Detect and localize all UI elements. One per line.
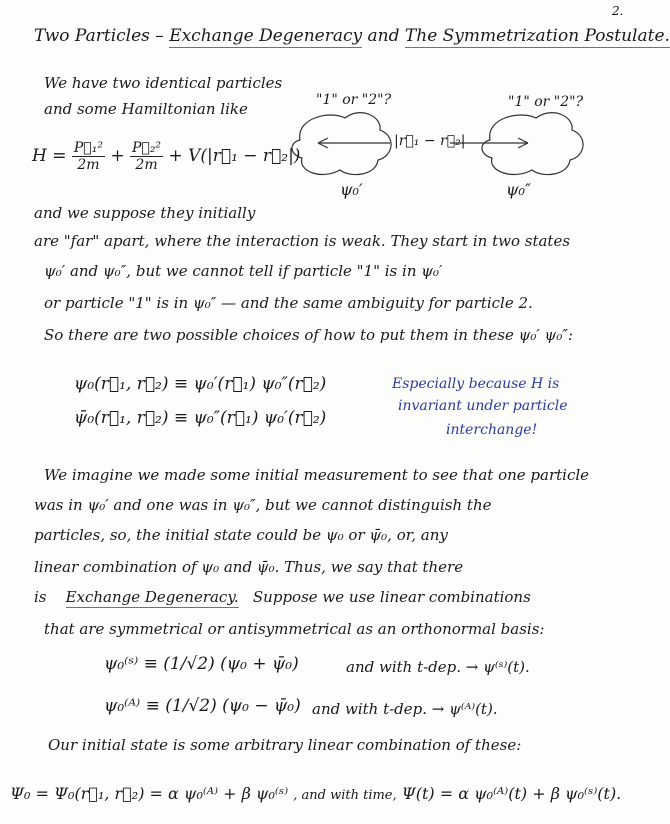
- kinetic-term-2-denominator: 2m: [135, 157, 158, 173]
- time-dependent-state: Ψ(t) = α ψ₀⁽ᴬ⁾(t) + β ψ₀⁽ˢ⁾(t).: [401, 784, 622, 803]
- body1-line-2: are "far" apart, where the interaction is weak. They start in two states: [34, 232, 571, 250]
- symmetric-state: ψ₀⁽ˢ⁾ ≡ (1/√2) (ψ₀ + ψ̄₀): [104, 654, 299, 674]
- hamiltonian-plus: +: [110, 146, 125, 166]
- diagram-separation-label: |r⃗₁ − r⃗₂|: [394, 133, 466, 149]
- title-symmetrization-postulate: The Symmetrization Postulate.: [404, 26, 670, 46]
- body1-line-1: and we suppose they initially: [34, 204, 256, 222]
- state-psi0-bar: ψ̄₀(r⃗₁, r⃗₂) ≡ ψ₀″(r⃗₁) ψ₀′(r⃗₂): [74, 408, 327, 428]
- diagram-label-right: ψ₀″: [506, 180, 531, 199]
- symmetric-state-time-dep: and with t-dep. → ψ⁽ˢ⁾(t).: [346, 658, 530, 676]
- body2-line-5-prefix: is: [34, 588, 47, 606]
- potential-term: + V(|r⃗₁ − r⃗₂|): [168, 146, 301, 166]
- diagram-question-left: "1" or "2"?: [316, 92, 392, 108]
- diagram-label-left: ψ₀′: [340, 180, 363, 199]
- kinetic-term-2-numerator: P⃗₂²: [132, 140, 162, 156]
- state-psi0: ψ₀(r⃗₁, r⃗₂) ≡ ψ₀′(r⃗₁) ψ₀″(r⃗₂): [74, 374, 327, 394]
- closing-line-1: Our initial state is some arbitrary linear combination of these:: [48, 736, 522, 754]
- hamiltonian-lhs: H =: [32, 146, 67, 166]
- antisymmetric-state: ψ₀⁽ᴬ⁾ ≡ (1/√2) (ψ₀ − ψ̄₀): [104, 696, 301, 716]
- body2-line-5-suffix: Suppose we use linear combinations: [252, 588, 531, 606]
- page-number: 2.: [612, 4, 624, 18]
- closing-connector: , and with time,: [293, 788, 397, 803]
- body2-line-4: linear combination of ψ₀ and ψ̄₀. Thus, we say that there: [34, 558, 464, 576]
- kinetic-term-1-denominator: 2m: [77, 157, 100, 173]
- title-prefix: Two Particles –: [34, 26, 164, 46]
- initial-state-expansion: Ψ₀ = Ψ₀(r⃗₁, r⃗₂) = α ψ₀⁽ᴬ⁾ + β ψ₀⁽ˢ⁾: [10, 784, 289, 803]
- body2-line-3: particles, so, the initial state could be ψ₀ or ψ̄₀, or, any: [34, 526, 448, 544]
- body2-line-6: that are symmetrical or antisymmetrical as an orthonormal basis:: [44, 620, 545, 638]
- note-line-1: Especially because H is: [392, 376, 560, 392]
- intro-line-1: We have two identical particles: [44, 74, 283, 92]
- particle-cloud-left: [292, 113, 391, 175]
- diagram-question-right: "1" or "2"?: [508, 94, 584, 110]
- body1-line-4: or particle "1" is in ψ₀″ — and the same ambiguity for particle 2.: [44, 294, 533, 312]
- note-line-3: interchange!: [446, 422, 538, 438]
- exchange-degeneracy-term: Exchange Degeneracy.: [65, 588, 239, 606]
- body2-line-5: [34, 588, 531, 606]
- title-and: and: [367, 26, 400, 46]
- title-exchange-degeneracy: Exchange Degeneracy: [169, 26, 363, 46]
- note-line-2: invariant under particle: [398, 398, 568, 414]
- particle-cloud-right: [482, 113, 583, 175]
- body2-line-1: We imagine we made some initial measurement to see that one particle: [44, 466, 590, 484]
- body1-line-5: So there are two possible choices of how to put them in these ψ₀′ ψ₀″:: [44, 326, 573, 344]
- kinetic-term-1-numerator: P⃗₁²: [73, 140, 103, 156]
- intro-line-2: and some Hamiltonian like: [44, 100, 248, 118]
- body1-line-3: ψ₀′ and ψ₀″, but we cannot tell if particle "1" is in ψ₀′: [44, 262, 443, 280]
- antisymmetric-state-time-dep: and with t-dep. → ψ⁽ᴬ⁾(t).: [312, 700, 498, 718]
- initial-state-equation: [10, 784, 621, 803]
- body2-line-2: was in ψ₀′ and one was in ψ₀″, but we cannot distinguish the: [34, 496, 492, 514]
